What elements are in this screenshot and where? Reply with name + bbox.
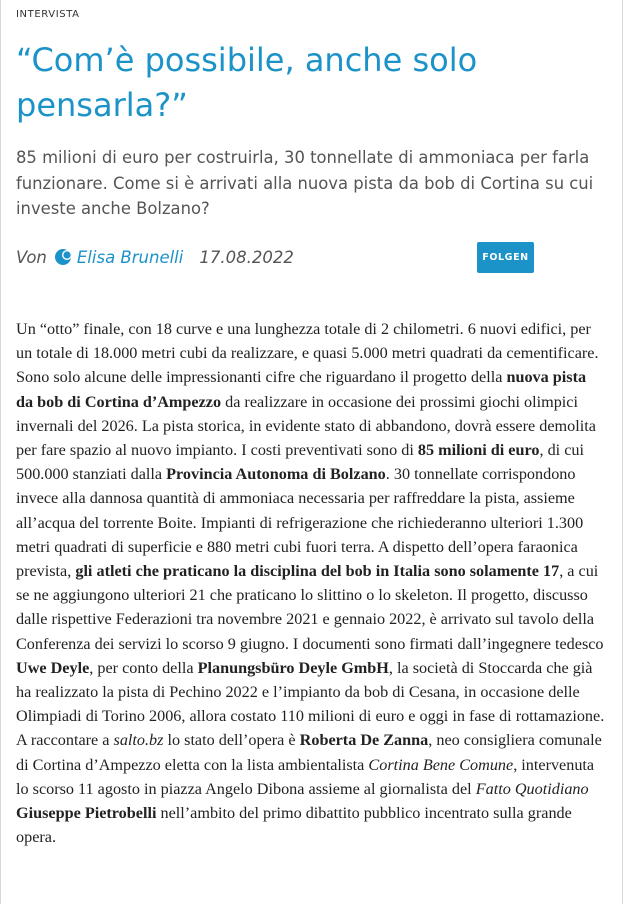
body-italic-3: Fatto Quotidiano	[475, 779, 589, 798]
article-headline	[16, 38, 536, 128]
body-bold-1: nuova pista da bob di Cortina d’Ampezzo	[16, 368, 587, 411]
body-text-5: , a cui se ne aggiungono ulteriori 21 che praticano lo slittino o lo skeleton. Il progetto, discusso dalle rispettive Federazioni tra novembre 2021 e gennaio 2022, è arrivato sul tavolo della Conferenza dei servizi lo scorso 9 giugno. I documenti sono firmati dall’ingegnere tedesco	[16, 562, 604, 653]
article-body	[16, 317, 606, 849]
byline-prefix: Von	[16, 247, 47, 267]
body-bold-4: gli atleti che praticano la disciplina del bob in Italia sono solamente 17	[75, 562, 560, 581]
body-text-10: , intervenuta lo scorso 11 agosto in piazza Angelo Dibona assieme al giornalista del	[16, 755, 595, 798]
body-text-8: lo stato dell’opera è	[163, 731, 300, 750]
body-text-7: , la società di Stoccarda che già ha realizzato la pista di Pechino 2022 e l’impianto da bob di Cesana, in occasione delle Olimpiadi di Torino 2006, allora costato 110 milioni di euro e oggi in fase di rottamazione. A raccontare a	[16, 658, 605, 750]
publish-date: 17.08.2022	[199, 247, 294, 267]
body-bold-8: Giuseppe Pietrobelli	[16, 804, 157, 823]
body-text-4: . 30 tonnellate corrispondono invece alla dannosa quantità di ammoniaca necessaria per raffreddare la pista, assieme all’acqua del torrente Boite. Impianti di refrigerazione che richiederanno ulteriori 1.300 metri quadrati di superficie e 880 metri cubi fuori terra. A dispetto dell’opera faraonica prevista,	[16, 465, 584, 581]
body-bold-6: Planungsbüro Deyle GmbH	[197, 658, 389, 677]
follow-button[interactable]: FOLGEN	[477, 242, 534, 273]
author-link[interactable]: Elisa Brunelli	[76, 247, 184, 267]
body-italic-1: salto.bz	[113, 731, 164, 750]
body-italic-2: Cortina Bene Comune	[368, 755, 514, 774]
body-bold-2: 85 milioni di euro	[417, 441, 540, 460]
body-text-6: , per conto della	[89, 658, 198, 677]
body-bold-5: Uwe Deyle	[16, 658, 90, 677]
headline-line-2: pensarla?”	[16, 86, 188, 124]
headline-line-1: “Com’è possibile, anche solo	[16, 41, 478, 79]
section-kicker: INTERVISTA	[16, 9, 80, 20]
body-text-2: da realizzare in occasione dei prossimi giochi olimpici invernali del 2026. La pista storica, in evidente stato di abbandono, dovrà essere demolita per fare spazio al nuovo impianto. I costi preventivati sono di	[16, 392, 596, 460]
author-avatar-icon[interactable]	[53, 247, 75, 267]
byline	[16, 245, 294, 269]
body-text-3: , di cui 500.000 stanziati dalla	[16, 441, 584, 484]
body-text-9: , neo consigliera comunale di Cortina d’Ampezzo eletta con la lista ambientalista	[16, 731, 602, 774]
body-text-1: Un “otto” finale, con 18 curve e una lunghezza totale di 2 chilometri. 6 nuovi edifici, per un totale di 18.000 metri cubi da realizzare, e quasi 5.000 metri quadrati da cementificare. Sono solo alcune delle impressionanti cifre che riguardano il progetto della	[16, 320, 599, 387]
body-bold-3: Provincia Autonoma di Bolzano	[166, 465, 386, 484]
article-lead: 85 milioni di euro per costruirla, 30 tonnellate di ammoniaca per farla funzionare. Come si è arrivati alla nuova pista da bob di Cortina su cui investe anche Bolzano?	[16, 148, 594, 218]
body-bold-7: Roberta De Zanna	[299, 731, 429, 750]
body-text-12: nell’ambito del primo dibattito pubblico incentrato sulla grande opera.	[16, 804, 572, 847]
